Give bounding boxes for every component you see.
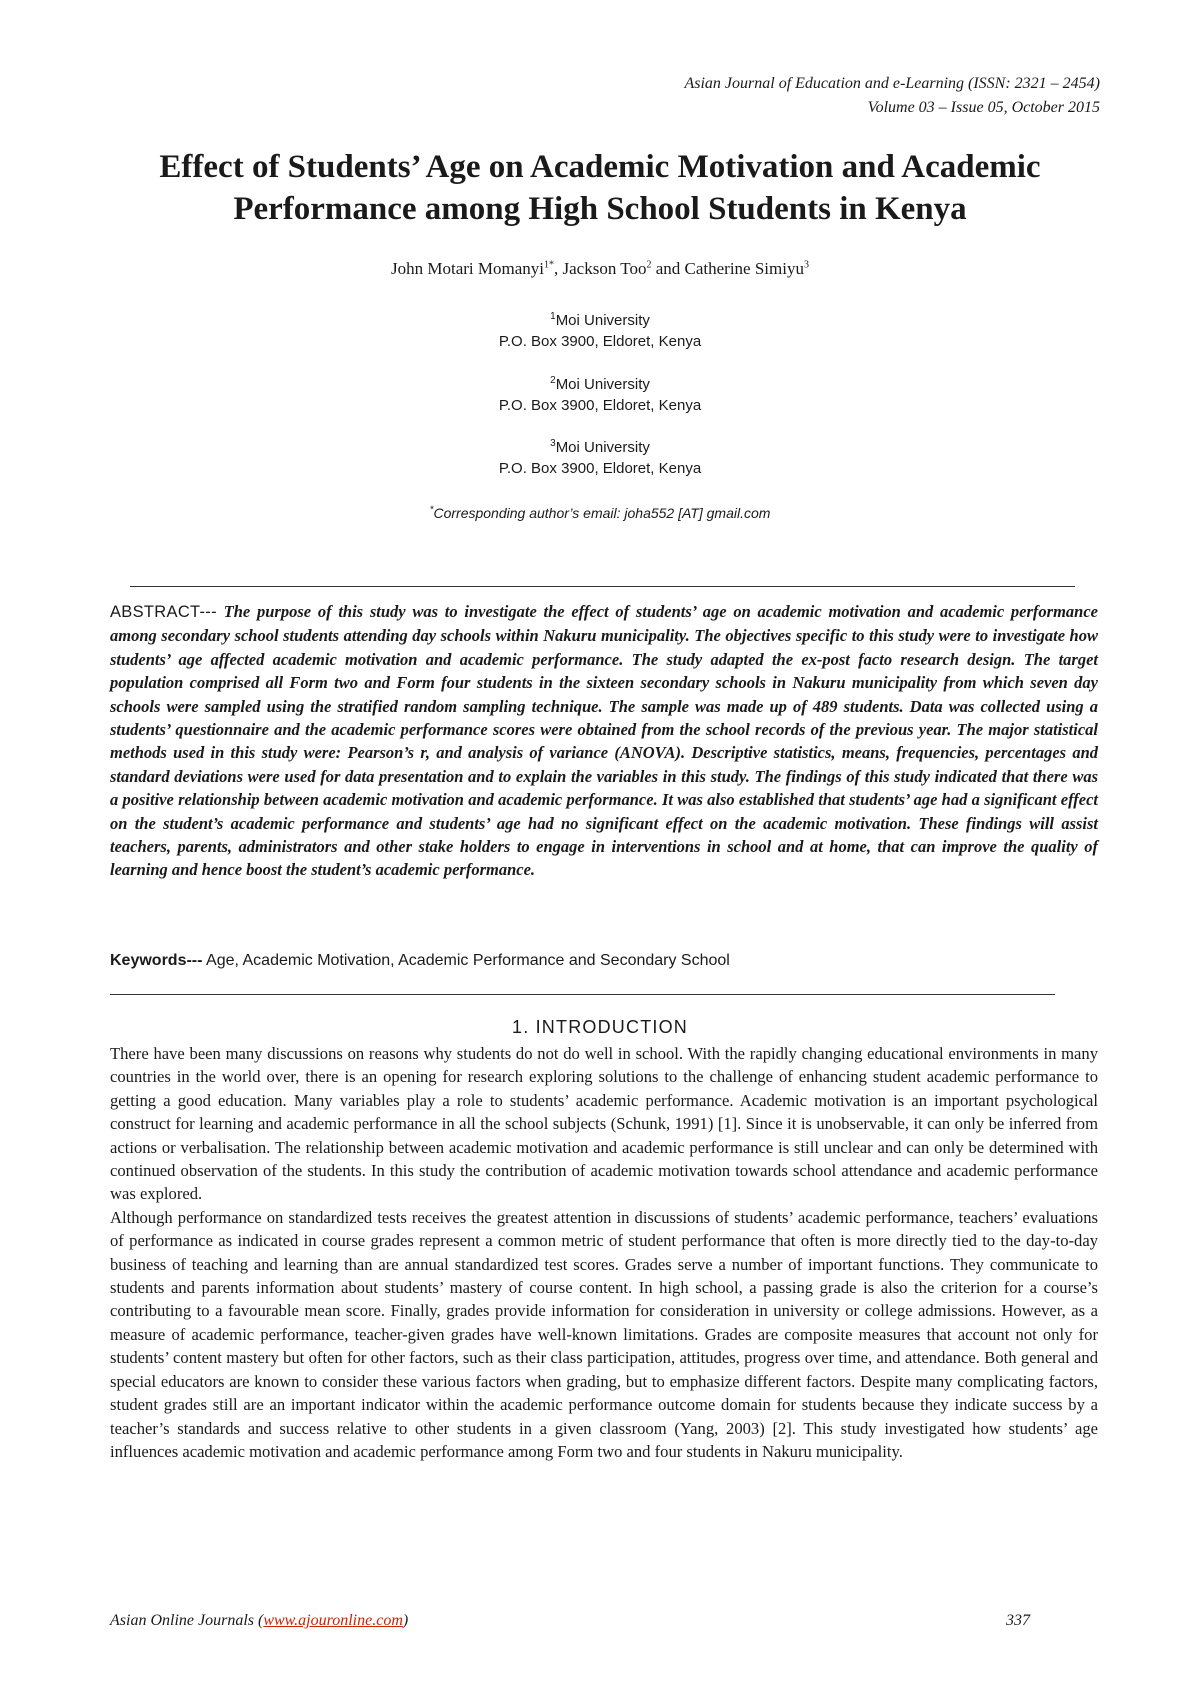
title-line-1: Effect of Students’ Age on Academic Motivation and Academic — [159, 149, 1041, 185]
paper-title — [100, 146, 1100, 230]
correspondence-text: Corresponding author’s email: joha552 [AT] gmail.com — [433, 505, 771, 521]
author-2-sup: 2 — [646, 259, 652, 271]
divider-bottom — [110, 994, 1055, 995]
affiliation-name: Moi University — [555, 312, 650, 329]
affiliation-name: Moi University — [555, 439, 650, 456]
keywords-label: Keywords--- — [110, 952, 203, 969]
author-1-sup: 1* — [544, 259, 554, 271]
abstract-label: ABSTRACT--- — [110, 603, 217, 621]
affiliation-3 — [100, 437, 1100, 479]
abstract — [110, 600, 1098, 882]
footer — [110, 1612, 1030, 1630]
introduction-body — [110, 1042, 1098, 1463]
author-3-sup: 3 — [803, 259, 809, 271]
affiliation-address: P.O. Box 3900, Eldoret, Kenya — [498, 397, 702, 414]
volume-issue: Volume 03 – Issue 05, October 2015 — [867, 99, 1100, 116]
author-separator: , — [554, 259, 563, 278]
author-2: Jackson Too — [562, 259, 647, 278]
author-1: John Motari Momanyi — [391, 259, 544, 278]
affiliation-sup: 2 — [550, 375, 556, 386]
section-heading-introduction: 1. INTRODUCTION — [511, 1017, 688, 1037]
keywords-text: Age, Academic Motivation, Academic Performance and Secondary School — [202, 952, 730, 969]
footer-suffix: ) — [402, 1612, 409, 1629]
divider-top — [130, 586, 1075, 587]
correspondence-sup: * — [429, 504, 434, 516]
journal-website-link[interactable]: www.ajouronline.com — [263, 1612, 403, 1629]
author-separator: and — [651, 259, 685, 278]
affiliation-name: Moi University — [555, 376, 650, 393]
footer-prefix: Asian Online Journals ( — [110, 1612, 264, 1629]
intro-paragraph-2: Although performance on standardized tests receives the greatest attention in discussions of students’ academic performance, teachers’ evaluations of performance as indicated in course grades represent a common metric of student performance that often is more directly tied to the day-to-day business of teaching and learning than are annual standardized test scores. Grades serve a number of important functions. They communicate to students and parents information about students’ mastery of course content. In high school, a passing grade is also the criterion for a course’s contributing to a favourable mean score. Finally, grades provide information for consideration in university or college admissions. However, as a measure of academic performance, teacher-given grades have well-known limitations. Grades are composite measures that account not only for students’ content mastery but often for other factors, such as their class participation, attitudes, progress over time, and attendance. Both general and special educators are known to consider these various factors when grading, but to emphasize different factors. Despite many complicating factors, student grades still are an important indicator within the academic performance outcome domain for students because they indicate success by a teacher’s standards and success relative to other students in a given classroom (Yang, 2003) [2]. This study investigated how students’ age influences academic motivation and academic performance among Form two and four students in Nakuru municipality. — [110, 1207, 1098, 1461]
intro-paragraph-1: There have been many discussions on reasons why students do not do well in school. With the rapidly changing educational environments in many countries in the world over, there is an opening for research exploring solutions to the challenge of enhancing student academic performance to getting a good education. Many variables play a role to students’ academic performance. Academic motivation is an important psychological construct for learning and academic performance in all the school subjects (Schunk, 1991) [1]. Since it is unobservable, it can only be inferred from actions or verbalisation. The relationship between academic motivation and academic performance is still unclear and can only be determined with continued observation of the students. In this study the contribution of academic motivation towards school attendance and academic performance was explored. — [110, 1044, 1098, 1204]
affiliation-address: P.O. Box 3900, Eldoret, Kenya — [498, 460, 702, 477]
affiliation-2 — [100, 374, 1100, 416]
corresponding-email — [100, 505, 1100, 521]
journal-header — [400, 72, 1100, 120]
affiliation-sup: 3 — [550, 438, 556, 449]
abstract-text: The purpose of this study was to investigate the effect of students’ age on academic motivation and academic performance among secondary school students attending day schools within Nakuru municipality. The objectives specific to this study were to investigate how students’ age affected academic motivation and academic performance. The study adapted the ex-post facto research design. The target population comprised all Form two and Form four students in the sixteen secondary schools in Nakuru municipality from which seven day schools were sampled using the stratified random sampling technique. The sample was made up of 489 students. Data was collected using a students’ questionnaire and the academic performance scores were obtained from the school records of the previous year. The major statistical methods used in this study were: Pearson’s r, and analysis of variance (ANOVA). Descriptive statistics, means, frequencies, percentages and standard deviations were used for data presentation and to explain the variables in this study. The findings of this study indicated that there was a positive relationship between academic motivation and academic performance. It was also established that students’ age had a significant effect on the student’s academic performance and students’ age had no significant effect on the academic motivation. These findings will assist teachers, parents, administrators and other stake holders to engage in interventions in school and at home, that can improve the quality of learning and hence boost the student’s academic performance. — [110, 602, 1098, 880]
title-line-2: Performance among High School Students in Kenya — [233, 191, 967, 227]
author-3: Catherine Simiyu — [684, 259, 804, 278]
journal-name: Asian Journal of Education and e-Learning (ISSN: 2321 – 2454) — [684, 75, 1100, 92]
affiliation-1 — [100, 310, 1100, 352]
affiliation-sup: 1 — [550, 311, 556, 322]
page-number: 337 — [1006, 1612, 1030, 1629]
affiliation-address: P.O. Box 3900, Eldoret, Kenya — [498, 333, 702, 350]
keywords — [110, 952, 1098, 970]
author-list — [100, 259, 1100, 279]
